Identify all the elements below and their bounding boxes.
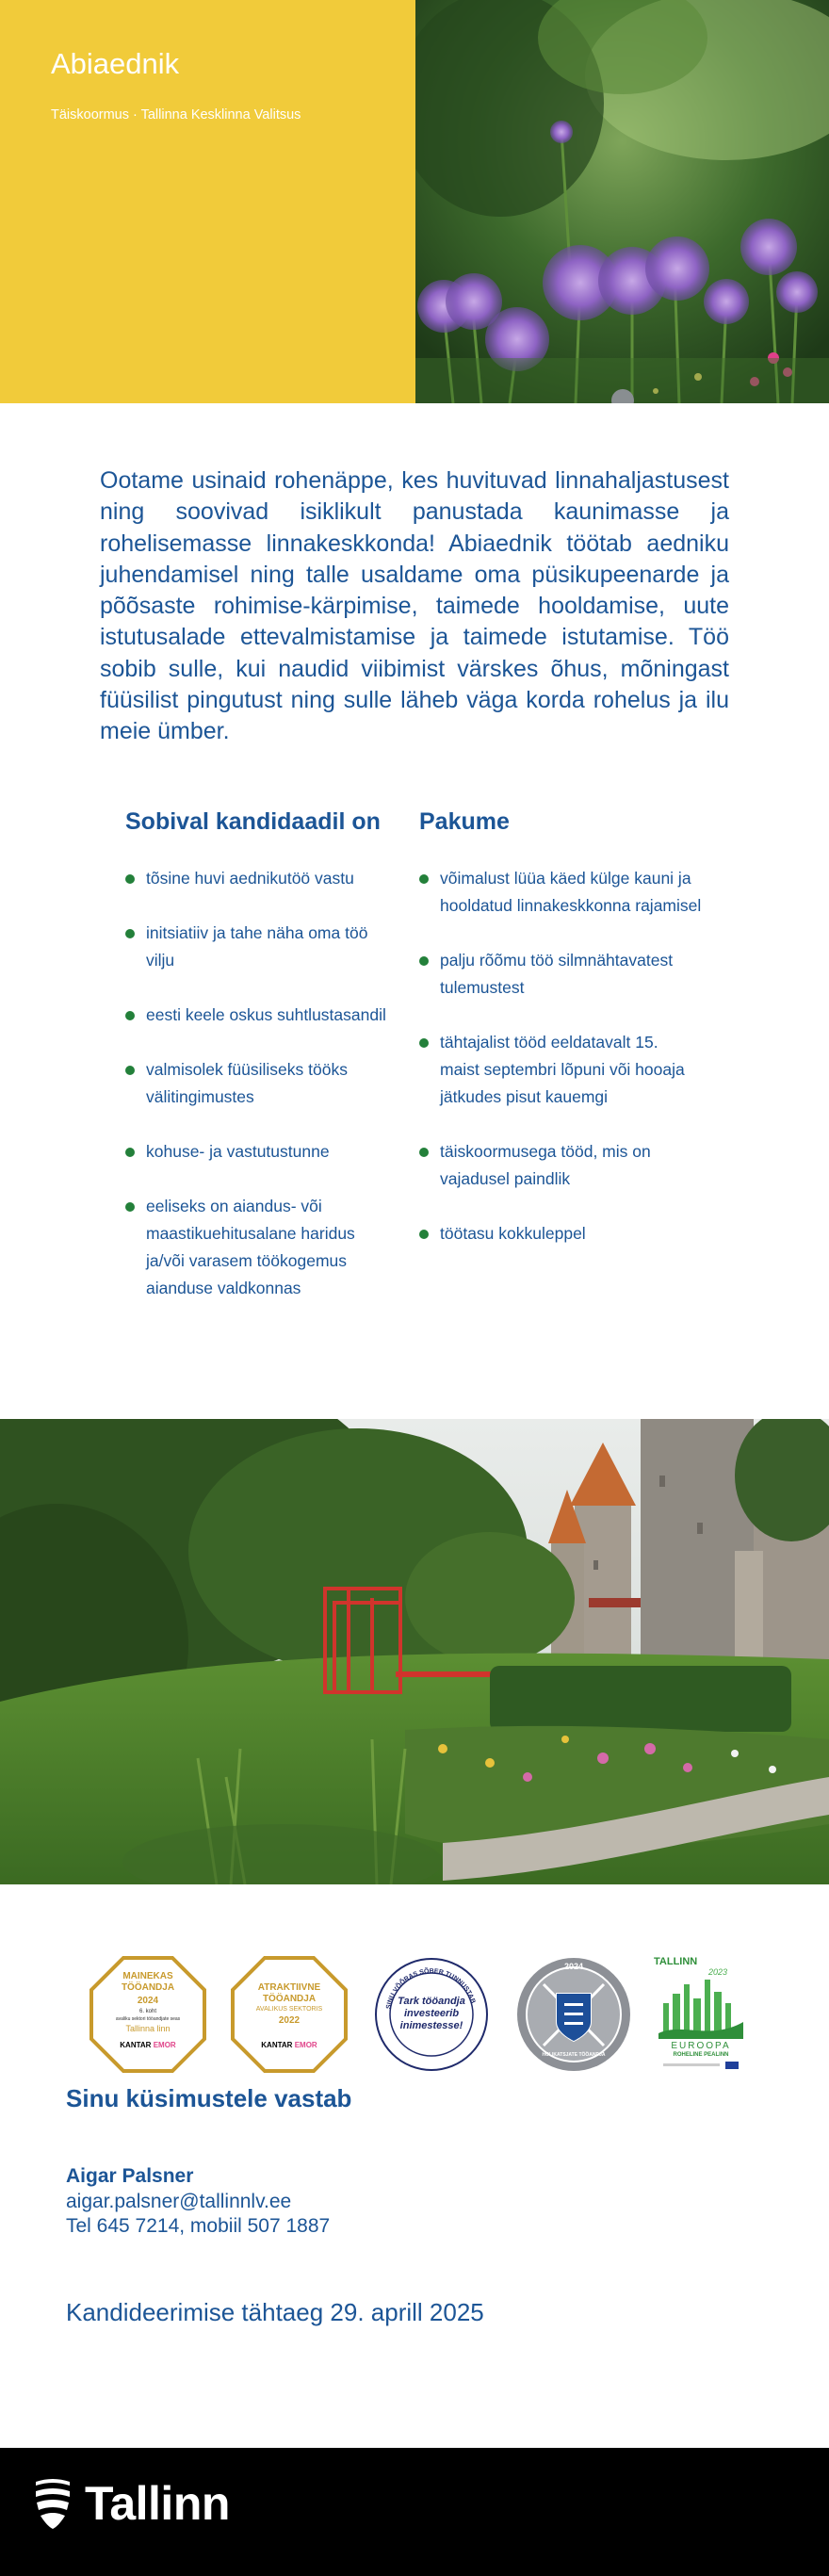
requirements-list bbox=[125, 865, 394, 1329]
intro-paragraph: Ootame usinaid rohenäppe, kes huvituvad linnahaljastusest ning soovivad isiklikult panustada kaunimasse ja rohelisemasse linnakeskkonda! Abiaednik töötab aedniku juhendamisel ning talle usaldame oma püsikupeenarde ja põõsaste rohimise-kärpimise, taimede hooldamise, uute istutusalade ettevalmistamise ja taimede istutamise. Töö sobib sulle, kui naudid viibimist värskes õhus, mõningast füüsilist pingutust ning sulle läheb väga korda rohelus ja ilu meie ümber. bbox=[100, 467, 729, 745]
employer-awards-row bbox=[0, 1899, 829, 2088]
list-item: eeliseks on aiandus- või maastikuehitusalane haridus ja/või varasem töökogemus aianduse valdkonnas bbox=[125, 1193, 394, 1302]
list-item: eesti keele oskus suhtlustasandil bbox=[125, 1002, 394, 1029]
park-garden-photo bbox=[0, 1419, 829, 1884]
requirements-title: Sobival kandidaadil on bbox=[125, 808, 381, 835]
hero-flower-photo bbox=[415, 0, 829, 403]
bullet-dot bbox=[125, 1011, 135, 1020]
gold-octagon-frame bbox=[231, 1956, 348, 2073]
tallinn-shield-logo-icon bbox=[34, 2476, 72, 2529]
list-item: võimalust lüüa käed külge kauni ja hooldatud linnakeskkonna rajamisel bbox=[419, 865, 702, 920]
tark-tooandja-badge: SINU VÕÕRAS SÕBER TUNNUSTAB Tark tööandja investeerib inimestesse! bbox=[373, 1956, 490, 2073]
job-subtitle: Täiskoormus · Tallinna Kesklinna Valitsus bbox=[51, 107, 301, 122]
euroopa-roheline-pealinn-badge: TALLINN 2023 EUROOPA ROHELINE PEALINN bbox=[654, 1956, 748, 2073]
list-item: valmisolek füüsiliseks tööks välitingimustes bbox=[125, 1056, 394, 1111]
svg-text:SINU VÕÕRAS SÕBER TUNNUSTAB: SINU VÕÕRAS SÕBER TUNNUSTAB bbox=[385, 1967, 477, 2010]
contact-name: Aigar Palsner bbox=[66, 2165, 194, 2187]
list-item: palju rõõmu töö silmnähtavatest tulemustest bbox=[419, 947, 702, 1002]
hero-banner bbox=[0, 0, 829, 403]
application-deadline: Kandideerimise tähtaeg 29. aprill 2025 bbox=[66, 2298, 484, 2326]
atraktiivne-tooandja-badge: ATRAKTIIVNE TÖÖANDJA AVALIKUS SEKTORIS 2022 KANTAR EMOR bbox=[231, 1956, 348, 2073]
garden-towers-image bbox=[0, 1419, 829, 1884]
bullet-dot bbox=[419, 1230, 429, 1239]
mainekas-tooandja-badge: MAINEKAS TÖÖANDJA 2024 6. koht avaliku sektori tööandjate seas Tallinna linn KANTAR EMOR bbox=[89, 1956, 206, 2073]
list-item: kohuse- ja vastutustunne bbox=[125, 1138, 394, 1166]
list-item: tähtajalist tööd eeldatavalt 15. maist septembri lõpuni või hooaja jätkudes pisut kauemgi bbox=[419, 1029, 702, 1111]
list-item: täiskoormusega tööd, mis on vajadusel paindlik bbox=[419, 1138, 702, 1193]
bullet-dot bbox=[125, 929, 135, 938]
offer-title: Pakume bbox=[419, 808, 510, 835]
bullet-dot bbox=[125, 1148, 135, 1157]
contact-email-link[interactable]: aigar.palsner@tallinnlv.ee bbox=[66, 2191, 292, 2212]
offer-list bbox=[419, 865, 702, 1275]
bullet-dot bbox=[125, 874, 135, 884]
bullet-dot bbox=[125, 1066, 135, 1075]
contact-phone: Tel 645 7214, mobiil 507 1887 bbox=[66, 2215, 331, 2237]
hero-yellow-panel bbox=[0, 0, 415, 403]
job-title: Abiaednik bbox=[51, 47, 180, 80]
bullet-dot bbox=[419, 874, 429, 884]
footer bbox=[0, 2448, 829, 2576]
bullet-dot bbox=[125, 1202, 135, 1212]
bullet-dot bbox=[419, 1148, 429, 1157]
tallinn-wordmark: Tallinn bbox=[85, 2477, 230, 2530]
bullet-dot bbox=[419, 956, 429, 966]
contact-heading: Sinu küsimustele vastab bbox=[66, 2084, 352, 2112]
holikatsjate-tooandja-badge: 2024 HOLIKATSJATE TÖÖANDJA bbox=[515, 1956, 632, 2073]
list-item: töötasu kokkuleppel bbox=[419, 1220, 702, 1247]
list-item: initsiatiiv ja tahe näha oma töö vilju bbox=[125, 920, 394, 974]
list-item: tõsine huvi aednikutöö vastu bbox=[125, 865, 394, 892]
bullet-dot bbox=[419, 1038, 429, 1048]
allium-flowers-image bbox=[415, 0, 829, 403]
